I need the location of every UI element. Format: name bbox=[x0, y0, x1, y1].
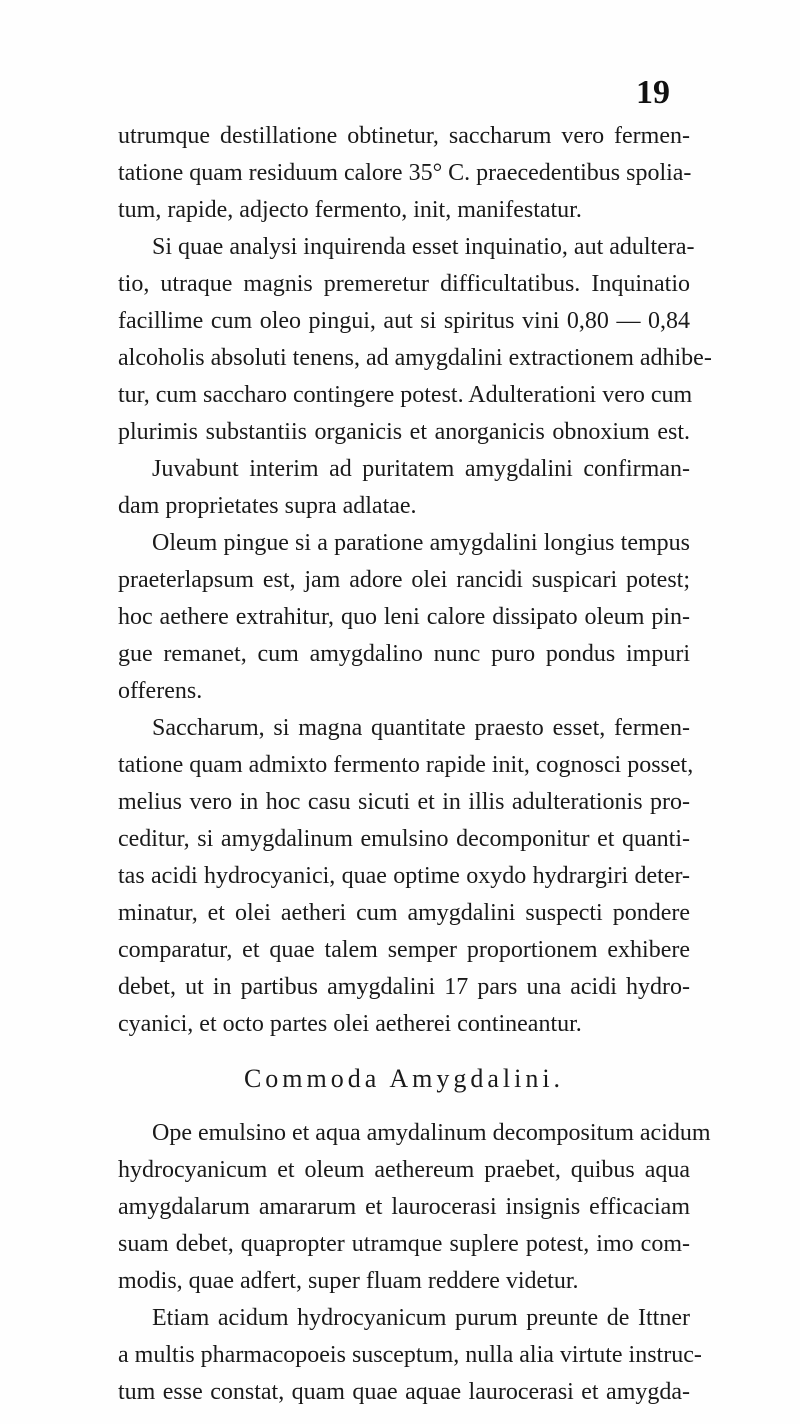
text-line: Si quae analysi inquirenda esset inquinatio, aut adultera- bbox=[152, 234, 695, 260]
text-line: gue remanet, cum amygdalino nunc puro pondus impuri bbox=[118, 641, 690, 667]
paragraph-4 bbox=[118, 710, 694, 1043]
text-line: tatione quam residuum calore 35° C. praecedentibus spolia- bbox=[118, 160, 692, 186]
text-line: tum, rapide, adjecto fermento, init, manifestatur. bbox=[118, 197, 582, 223]
text-line: hoc aethere extrahitur, quo leni calore dissipato oleum pin- bbox=[118, 604, 690, 630]
text-line: ceditur, si amygdalinum emulsino decomponitur et quanti- bbox=[118, 826, 690, 852]
text-line: tatione quam admixto fermento rapide init, cognosci posset, bbox=[118, 752, 694, 778]
text-line: dam proprietates supra adlatae. bbox=[118, 493, 417, 519]
text-line: offerens. bbox=[118, 678, 203, 704]
text-line: amygdalarum amararum et laurocerasi insignis efficaciam bbox=[118, 1194, 690, 1220]
text-line: plurimis substantiis organicis et anorganicis obnoxium est. bbox=[118, 419, 690, 445]
text-line: facillime cum oleo pingui, aut si spiritus vini 0,80 — 0,84 bbox=[118, 308, 690, 334]
text-line: utrumque destillatione obtinetur, saccharum vero fermen- bbox=[118, 123, 690, 149]
text-line: Saccharum, si magna quantitate praesto esset, fermen- bbox=[152, 715, 690, 741]
text-line: debet, ut in partibus amygdalini 17 pars una acidi hydro- bbox=[118, 974, 690, 1000]
text-line: suam debet, quapropter utramque suplere potest, imo com- bbox=[118, 1231, 690, 1257]
text-line: alcoholis absoluti tenens, ad amygdalini extractionem adhibe- bbox=[118, 345, 712, 371]
paragraph-5 bbox=[118, 1115, 711, 1300]
text-line: Etiam acidum hydrocyanicum purum preunte de Ittner bbox=[152, 1305, 690, 1331]
paragraph-3 bbox=[118, 525, 690, 710]
paragraph-6 bbox=[118, 1300, 702, 1411]
text-line: minatur, et olei aetheri cum amygdalini suspecti pondere bbox=[118, 900, 690, 926]
text-line: Juvabunt interim ad puritatem amygdalini confirman- bbox=[152, 456, 690, 482]
paragraph-1 bbox=[118, 118, 690, 229]
text-line: cyanici, et octo partes olei aetherei contineantur. bbox=[118, 1011, 582, 1037]
text-line: tas acidi hydrocyanici, quae optime oxydo hydrargiri deter- bbox=[118, 863, 690, 889]
text-line: modis, quae adfert, super fluam reddere videtur. bbox=[118, 1268, 579, 1294]
text-line: Oleum pingue si a paratione amygdalini longius tempus bbox=[152, 530, 690, 556]
section-heading: Commoda Amygdalini. bbox=[243, 1064, 565, 1093]
text-line: a multis pharmacopoeis susceptum, nulla alia virtute instruc- bbox=[118, 1342, 702, 1368]
text-line: tum esse constat, quam quae aquae laurocerasi et amygda- bbox=[118, 1379, 690, 1405]
text-line: tur, cum saccharo contingere potest. Adulterationi vero cum bbox=[118, 382, 693, 408]
body-text bbox=[118, 118, 712, 1411]
text-line: Ope emulsino et aqua amydalinum decompositum acidum bbox=[152, 1120, 711, 1146]
text-line: tio, utraque magnis premeretur difficultatibus. Inquinatio bbox=[118, 271, 690, 297]
text-line: melius vero in hoc casu sicuti et in illis adulterationis pro- bbox=[118, 789, 690, 815]
text-line: praeterlapsum est, jam adore olei rancidi suspicari potest; bbox=[118, 567, 690, 593]
text-line: comparatur, et quae talem semper proportionem exhibere bbox=[118, 937, 690, 963]
text-line: hydrocyanicum et oleum aethereum praebet, quibus aqua bbox=[118, 1157, 690, 1183]
paragraph-2 bbox=[118, 229, 712, 525]
page-number: 19 bbox=[636, 74, 670, 111]
